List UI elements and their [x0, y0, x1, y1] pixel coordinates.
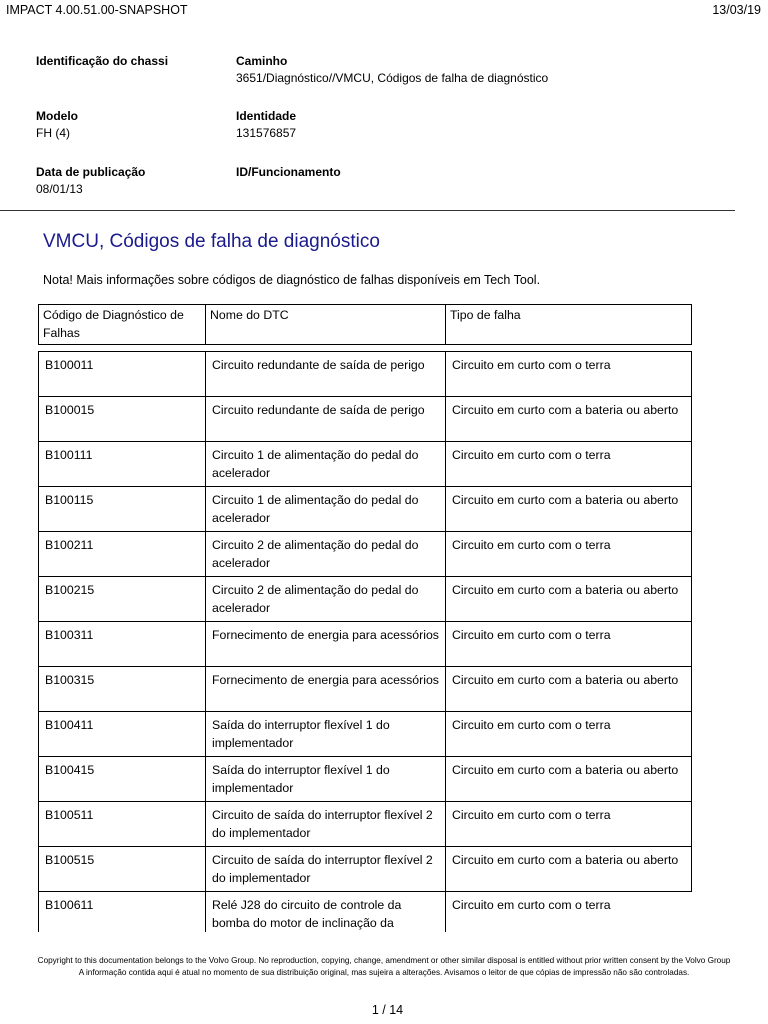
path-label: Caminho	[236, 54, 288, 68]
dtc-name-cell: Saída do interruptor flexível 1 do implementador	[206, 757, 446, 802]
dtc-name-cell: Circuito 2 de alimentação do pedal do acelerador	[206, 577, 446, 622]
chassis-label: Identificação do chassi	[36, 54, 169, 68]
identity-label: Identidade	[236, 109, 297, 123]
dtc-name-cell: Fornecimento de energia para acessórios	[206, 622, 446, 667]
dtc-code-cell: B100311	[39, 622, 206, 667]
dtc-name-cell: Circuito redundante de saída de perigo	[206, 352, 446, 397]
dtc-code-cell: B100515	[39, 847, 206, 892]
table-row	[39, 487, 692, 532]
col-header-type: Tipo de falha	[446, 305, 692, 345]
dtc-code-cell: B100215	[39, 577, 206, 622]
table-row	[39, 442, 692, 487]
dtc-code-cell: B100415	[39, 757, 206, 802]
fault-type-cell: Circuito em curto com o terra	[446, 892, 692, 933]
table-header-row	[39, 305, 692, 345]
dtc-table	[38, 304, 692, 932]
dtc-name-cell: Fornecimento de energia para acessórios	[206, 667, 446, 712]
col-header-name: Nome do DTC	[206, 305, 446, 345]
fault-type-cell: Circuito em curto com a bateria ou aberto	[446, 397, 692, 442]
dtc-code-cell: B100315	[39, 667, 206, 712]
pubdate-value: 08/01/13	[36, 182, 83, 196]
table-row	[39, 532, 692, 577]
dtc-code-cell: B100015	[39, 397, 206, 442]
dtc-name-cell: Saída do interruptor flexível 1 do implementador	[206, 712, 446, 757]
table-row	[39, 802, 692, 847]
table-row	[39, 622, 692, 667]
fault-type-cell: Circuito em curto com a bateria ou aberto	[446, 577, 692, 622]
dtc-code-cell: B100211	[39, 532, 206, 577]
model-value: FH (4)	[36, 126, 70, 140]
fault-type-cell: Circuito em curto com o terra	[446, 712, 692, 757]
dtc-name-cell: Circuito 2 de alimentação do pedal do acelerador	[206, 532, 446, 577]
table-row	[39, 757, 692, 802]
dtc-code-cell: B100011	[39, 352, 206, 397]
disclaimer-text: A informação contida aqui é atual no momento de sua distribuição original, mas sujeira a alterações. Avisamos o leitor de que cópias de impressão não são controladas.	[78, 968, 690, 977]
app-version: IMPACT 4.00.51.00-SNAPSHOT	[6, 3, 188, 17]
page-number: 1 / 14	[371, 1003, 404, 1017]
fault-type-cell: Circuito em curto com a bateria ou aberto	[446, 487, 692, 532]
copyright-text: Copyright to this documentation belongs to the Volvo Group. No reproduction, copying, change, amendment or other similar disposal is entitled without prior written consent by the Volvo Group	[37, 956, 731, 965]
dtc-name-cell: Circuito de saída do interruptor flexível 2 do implementador	[206, 847, 446, 892]
fault-type-cell: Circuito em curto com o terra	[446, 442, 692, 487]
table-row	[39, 397, 692, 442]
fault-type-cell: Circuito em curto com o terra	[446, 802, 692, 847]
dtc-name-cell: Circuito de saída do interruptor flexível 2 do implementador	[206, 802, 446, 847]
table-row	[39, 847, 692, 892]
col-header-code: Código de Diagnóstico de Falhas	[39, 305, 206, 345]
dtc-name-cell: Circuito 1 de alimentação do pedal do acelerador	[206, 487, 446, 532]
dtc-name-cell: Circuito 1 de alimentação do pedal do acelerador	[206, 442, 446, 487]
path-value: 3651/Diagnóstico//VMCU, Códigos de falha de diagnóstico	[236, 71, 549, 85]
header-divider	[0, 210, 735, 211]
fault-type-cell: Circuito em curto com a bateria ou aberto	[446, 667, 692, 712]
dtc-code-cell: B100611	[39, 892, 206, 933]
table-row	[39, 892, 692, 933]
dtc-code-cell: B100511	[39, 802, 206, 847]
fault-type-cell: Circuito em curto com a bateria ou aberto	[446, 757, 692, 802]
pubdate-label: Data de publicação	[36, 165, 146, 179]
document-note: Nota! Mais informações sobre códigos de diagnóstico de falhas disponíveis em Tech Tool.	[43, 273, 541, 287]
document-title: VMCU, Códigos de falha de diagnóstico	[43, 231, 380, 252]
table-row	[39, 352, 692, 397]
fault-type-cell: Circuito em curto com o terra	[446, 622, 692, 667]
dtc-code-cell: B100115	[39, 487, 206, 532]
fault-type-cell: Circuito em curto com o terra	[446, 352, 692, 397]
dtc-code-cell: B100411	[39, 712, 206, 757]
function-label: ID/Funcionamento	[236, 165, 341, 179]
fault-type-cell: Circuito em curto com o terra	[446, 532, 692, 577]
table-row	[39, 667, 692, 712]
dtc-code-cell: B100111	[39, 442, 206, 487]
identity-value: 131576857	[236, 126, 297, 140]
table-row	[39, 712, 692, 757]
footer-legal	[30, 955, 738, 979]
dtc-name-cell: Relé J28 do circuito de controle da bomba do motor de inclinação da	[206, 892, 446, 933]
table-row	[39, 577, 692, 622]
model-label: Modelo	[36, 109, 78, 123]
print-date: 13/03/19	[712, 3, 761, 17]
fault-type-cell: Circuito em curto com a bateria ou aberto	[446, 847, 692, 892]
dtc-name-cell: Circuito redundante de saída de perigo	[206, 397, 446, 442]
